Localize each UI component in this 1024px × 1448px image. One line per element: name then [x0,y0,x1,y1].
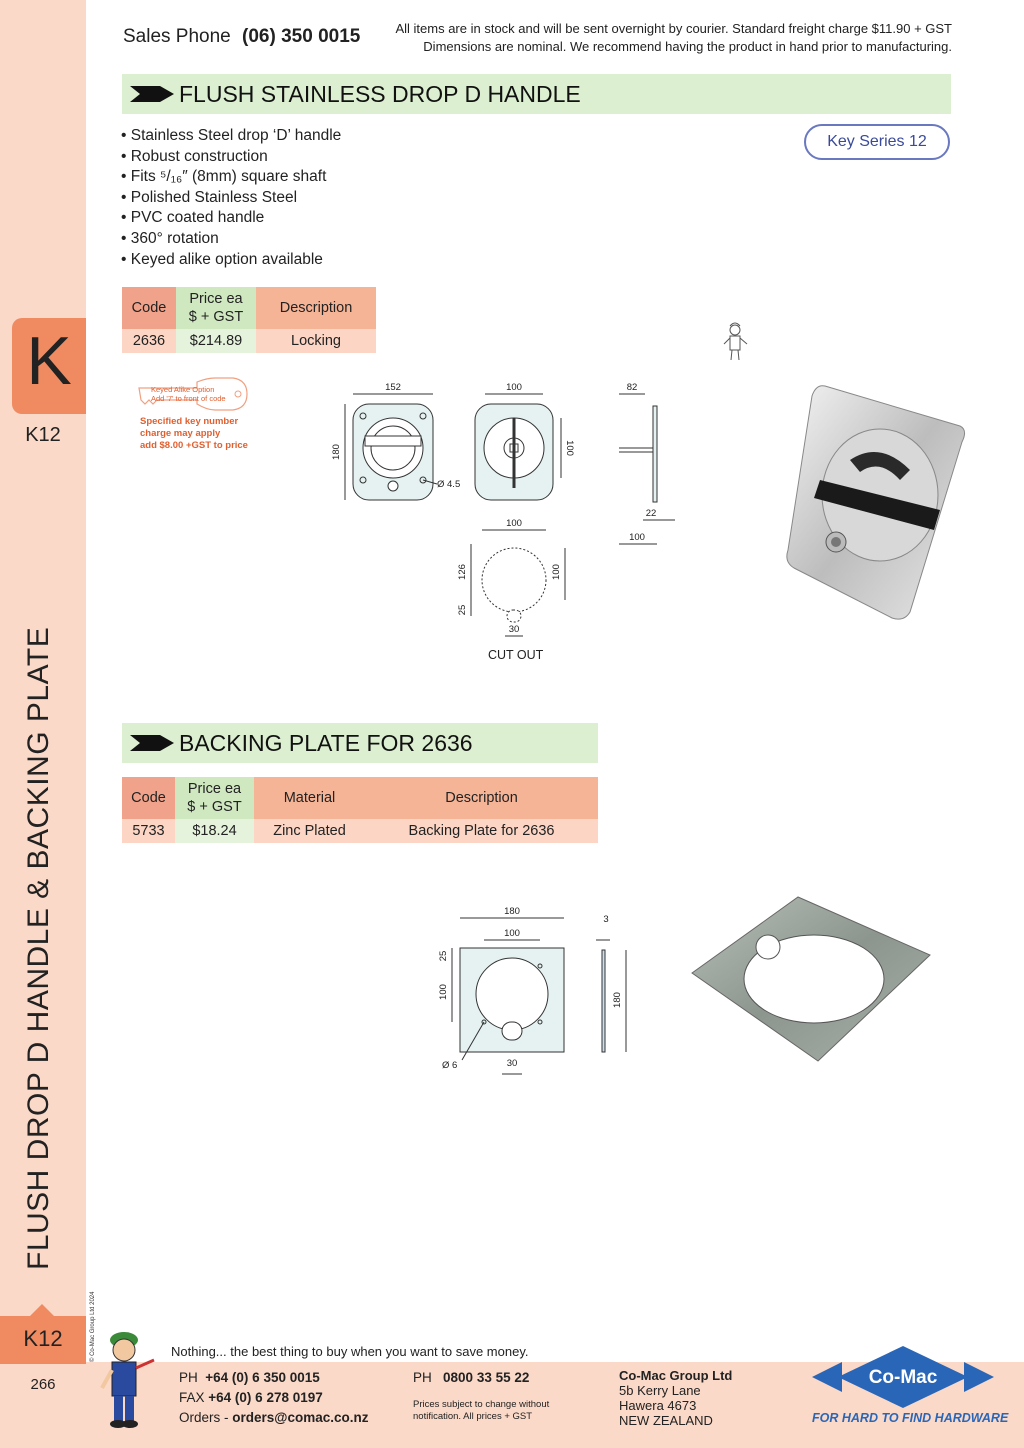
svg-text:3: 3 [603,914,609,925]
header-code: Code [122,287,176,329]
handle-technical-drawing [325,376,695,666]
bottom-section-code: K12 [23,1326,63,1351]
mascot-small-icon [722,320,750,362]
sales-phone [123,26,360,48]
cell-price: $18.24 [175,819,254,843]
sales-number[interactable]: (06) 350 0015 [242,26,361,47]
svg-text:100: 100 [629,532,645,543]
company-address: Co-Mac Group Ltd 5b Kerry Lane Hawera 4673 NEW ZEALAND [619,1368,733,1428]
vertical-page-title: FLUSH DROP D HANDLE & BACKING PLATE [22,626,55,1270]
keyed-alike-option: Keyed Alike Option Add '7' to front of code [151,385,226,403]
product2-price-table [122,777,598,843]
copyright: © Co-Mac Group Ltd 2024 [90,1291,96,1362]
feature-item: • Stainless Steel drop ‘D’ handle [121,126,341,147]
header-price: Price ea $ + GST [175,777,254,819]
feature-item: • PVC coated handle [121,208,341,229]
feature-item: • Keyed alike option available [121,250,341,271]
header-description: Description [256,287,376,329]
svg-text:25: 25 [438,950,449,962]
logo-tagline: FOR HARD TO FIND HARDWARE [812,1411,1009,1425]
key-series-badge[interactable]: Key Series 12 [804,124,950,160]
phone-number[interactable]: +64 (0) 6 350 0015 [205,1370,320,1385]
header-code: Code [122,777,175,819]
section-letter: K [26,323,72,399]
cell-description: Backing Plate for 2636 [365,819,598,843]
cutout-label: CUT OUT [488,648,544,662]
product1-price-table [122,287,376,353]
handle-product-photo [780,380,970,625]
svg-text:100: 100 [551,564,562,580]
header-description: Description [365,777,598,819]
slogan: Nothing... the best thing to buy when you want to save money. [171,1344,529,1359]
table-row[interactable] [122,819,598,843]
svg-text:100: 100 [504,928,520,939]
svg-text:100: 100 [506,518,522,529]
svg-text:30: 30 [508,624,520,635]
svg-text:Ø 6: Ø 6 [442,1060,458,1071]
freephone-number[interactable]: 0800 33 55 22 [443,1370,530,1385]
table-row[interactable] [122,329,376,353]
backing-plate-drawing [430,900,640,1080]
cell-code: 2636 [122,329,176,353]
svg-text:82: 82 [626,382,638,393]
stock-line-1: All items are in stock and will be sent overnight by courier. Standard freight charge $11.90 + GST [395,21,952,36]
product2-title-bar [122,723,598,763]
stock-note [395,20,952,56]
feature-item: • 360° rotation [121,229,341,250]
cell-material: Zinc Plated [254,819,365,843]
svg-text:126: 126 [457,564,468,580]
svg-text:180: 180 [331,444,342,460]
feature-item: • Polished Stainless Steel [121,188,341,209]
page-number: 266 [30,1376,56,1393]
fax-number[interactable]: +64 (0) 6 278 0197 [208,1390,323,1405]
comac-logo[interactable] [812,1344,994,1410]
product1-title-bar [122,74,951,114]
backing-plate-photo [688,893,934,1065]
svg-text:100: 100 [506,382,522,393]
logo-text: Co-Mac [868,1367,938,1388]
bottom-section-tab[interactable] [0,1316,86,1364]
mascot-icon [98,1326,160,1430]
keyed-note: Specified key number charge may apply add $8.00 +GST to price [140,416,248,451]
section-code: K12 [25,424,61,446]
svg-text:30: 30 [506,1058,518,1069]
svg-text:100: 100 [564,440,575,456]
arrow-icon [130,735,174,751]
product1-title: FLUSH STAINLESS DROP D HANDLE [179,81,581,107]
cell-description: Locking [256,329,376,353]
section-tab[interactable] [12,318,86,414]
company-name: Co-Mac Group Ltd [619,1368,733,1383]
cell-code: 5733 [122,819,175,843]
feature-item: • Fits ⁵/₁₆″ (8mm) square shaft [121,167,341,188]
cell-price: $214.89 [176,329,256,353]
svg-text:25: 25 [457,604,468,616]
header-material: Material [254,777,365,819]
product2-title: BACKING PLATE FOR 2636 [179,730,473,756]
feature-item: • Robust construction [121,147,341,168]
arrow-icon [130,86,174,102]
contact-main: PH +64 (0) 6 350 0015 FAX +64 (0) 6 278 0197 Orders - orders@comac.co.nz [179,1370,369,1425]
contact-freephone: PH 0800 33 55 22 [413,1370,530,1385]
svg-text:Ø 4.5: Ø 4.5 [437,479,461,490]
header-price: Price ea $ + GST [176,287,256,329]
feature-list [121,126,341,270]
svg-text:22: 22 [645,508,657,519]
svg-text:100: 100 [438,984,449,1000]
svg-text:180: 180 [612,992,623,1008]
svg-text:180: 180 [504,906,520,917]
svg-text:152: 152 [385,382,401,393]
sales-label: Sales Phone [123,26,231,47]
orders-email[interactable]: orders@comac.co.nz [232,1410,369,1425]
prices-note: Prices subject to change without notification. All prices + GST [413,1399,550,1422]
stock-line-2: Dimensions are nominal. We recommend having the product in hand prior to manufacturing. [423,39,952,54]
